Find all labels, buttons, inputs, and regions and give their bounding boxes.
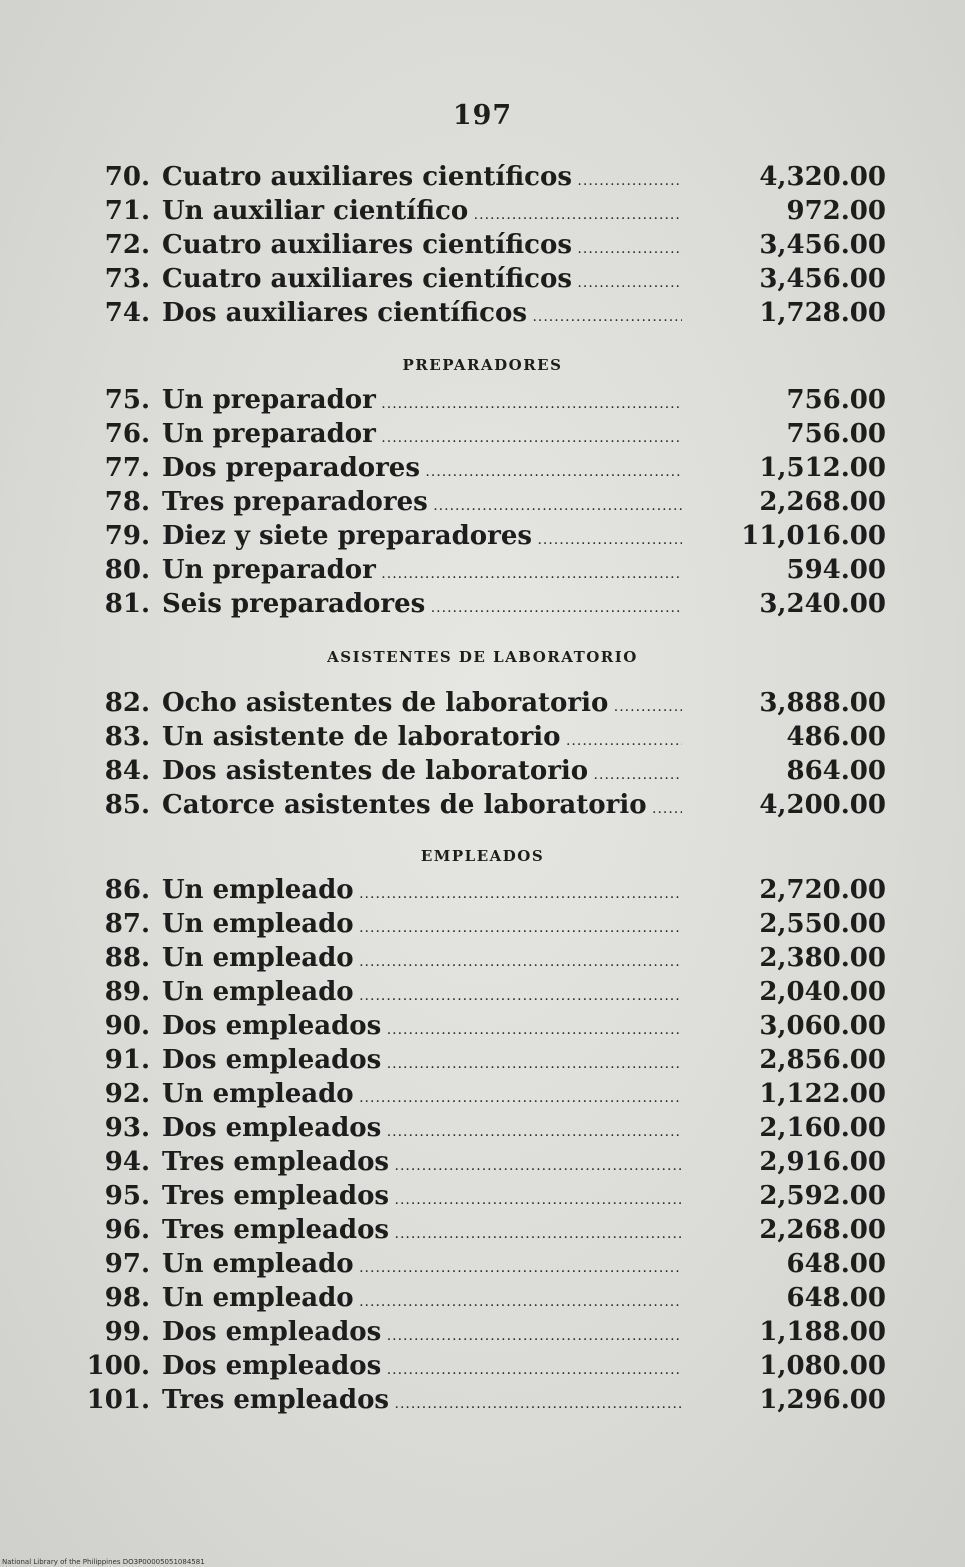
item-number: 73. [104,264,150,294]
table-row [0,1383,965,1417]
table-row [0,907,965,941]
section-asistentes [0,686,965,822]
section-heading-asistentes: ASISTENTES DE LABORATORIO [327,648,638,666]
table-row [0,228,965,262]
item-amount: 11,016.00 [741,521,886,551]
item-amount: 1,188.00 [759,1317,886,1347]
item-number: 95. [104,1181,150,1211]
table-row [0,1077,965,1111]
item-number: 75. [104,385,150,415]
item-description: Dos empleados ..... [162,1111,682,1149]
item-amount: 2,720.00 [759,875,886,905]
item-description: Un empleado ..... [162,1281,682,1319]
item-number: 97. [104,1249,150,1279]
item-description: Un empleado ..... [162,1077,682,1115]
item-number: 80. [104,555,150,585]
table-row [0,262,965,296]
item-description: Dos empleados ..... [162,1043,682,1081]
item-description: Dos asistentes de laboratorio ..... [162,754,682,792]
item-amount: 972.00 [786,196,886,226]
item-amount: 1,296.00 [759,1385,886,1415]
item-amount: 2,550.00 [759,909,886,939]
item-number: 85. [104,790,150,820]
item-amount: 3,060.00 [759,1011,886,1041]
table-row [0,1315,965,1349]
item-description: Un empleado ..... [162,975,682,1013]
item-amount: 2,592.00 [759,1181,886,1211]
item-amount: 3,240.00 [759,589,886,619]
section-preparadores [0,383,965,621]
section-heading-empleados: EMPLEADOS [420,847,545,865]
item-amount: 1,728.00 [759,298,886,328]
table-row [0,1009,965,1043]
section-auxiliares [0,160,965,330]
item-number: 77. [104,453,150,483]
table-row [0,451,965,485]
item-description: Tres empleados ..... [162,1383,682,1421]
item-description: Un preparador ..... [162,383,682,421]
item-number: 86. [104,875,150,905]
item-amount: 3,456.00 [759,264,886,294]
item-number: 70. [104,162,150,192]
item-number: 94. [104,1147,150,1177]
item-description: Dos empleados ..... [162,1315,682,1353]
item-number: 96. [104,1215,150,1245]
item-description: Un empleado ..... [162,873,682,911]
item-description: Un empleado ..... [162,941,682,979]
item-description: Dos auxiliares científicos ..... [162,296,682,334]
item-number: 82. [104,688,150,718]
item-description: Cuatro auxiliares científicos ..... [162,228,682,266]
item-number: 74. [104,298,150,328]
item-number: 78. [104,487,150,517]
item-amount: 486.00 [786,722,886,752]
item-amount: 4,320.00 [759,162,886,192]
item-description: Cuatro auxiliares científicos ..... [162,160,682,198]
item-description: Un empleado ..... [162,907,682,945]
table-row [0,686,965,720]
item-amount: 2,856.00 [759,1045,886,1075]
item-amount: 2,916.00 [759,1147,886,1177]
item-amount: 756.00 [786,419,886,449]
table-row [0,1213,965,1247]
item-description: Dos empleados ..... [162,1349,682,1387]
table-row [0,720,965,754]
item-amount: 864.00 [786,756,886,786]
item-amount: 2,160.00 [759,1113,886,1143]
table-row [0,1281,965,1315]
item-description: Un preparador ..... [162,417,682,455]
table-row [0,160,965,194]
table-row [0,417,965,451]
item-amount: 2,040.00 [759,977,886,1007]
item-number: 71. [104,196,150,226]
table-row [0,788,965,822]
item-number: 100. [86,1351,150,1381]
item-description: Un empleado ..... [162,1247,682,1285]
item-amount: 1,512.00 [759,453,886,483]
item-description: Un preparador ..... [162,553,682,591]
item-description: Un asistente de laboratorio ..... [162,720,682,758]
item-number: 81. [104,589,150,619]
item-description: Cuatro auxiliares científicos ..... [162,262,682,300]
table-row [0,1111,965,1145]
item-number: 99. [104,1317,150,1347]
item-amount: 1,080.00 [759,1351,886,1381]
table-row [0,553,965,587]
table-row [0,975,965,1009]
item-number: 88. [104,943,150,973]
table-row [0,587,965,621]
table-row [0,1247,965,1281]
item-description: Dos preparadores ..... [162,451,682,489]
item-amount: 1,122.00 [759,1079,886,1109]
item-number: 98. [104,1283,150,1313]
item-number: 84. [104,756,150,786]
item-number: 90. [104,1011,150,1041]
item-description: Un auxiliar científico ..... [162,194,682,232]
table-row [0,1179,965,1213]
page-number: 197 [452,100,513,131]
item-amount: 594.00 [786,555,886,585]
item-description: Tres empleados ..... [162,1179,682,1217]
item-description: Catorce asistentes de laboratorio ..... [162,788,682,826]
item-description: Tres empleados ..... [162,1145,682,1183]
item-number: 101. [86,1385,150,1415]
table-row [0,296,965,330]
item-description: Dos empleados ..... [162,1009,682,1047]
item-number: 91. [104,1045,150,1075]
table-row [0,1349,965,1383]
item-amount: 2,380.00 [759,943,886,973]
table-row [0,1145,965,1179]
item-amount: 648.00 [786,1249,886,1279]
item-amount: 648.00 [786,1283,886,1313]
table-row [0,485,965,519]
table-row [0,754,965,788]
item-number: 83. [104,722,150,752]
item-description: Tres preparadores ..... [162,485,682,523]
item-number: 93. [104,1113,150,1143]
item-amount: 3,456.00 [759,230,886,260]
item-amount: 3,888.00 [759,688,886,718]
section-heading-preparadores: PREPARADORES [402,356,563,374]
item-description: Seis preparadores ..... [162,587,682,625]
section-empleados [0,873,965,1417]
table-row [0,519,965,553]
item-amount: 4,200.00 [759,790,886,820]
item-number: 92. [104,1079,150,1109]
item-amount: 2,268.00 [759,1215,886,1245]
item-amount: 2,268.00 [759,487,886,517]
item-description: Tres empleados ..... [162,1213,682,1251]
table-row [0,194,965,228]
item-number: 72. [104,230,150,260]
item-number: 76. [104,419,150,449]
item-description: Diez y siete preparadores ..... [162,519,682,557]
table-row [0,1043,965,1077]
library-footer: National Library of the Philippines DO3P00005051084581 [2,1558,205,1566]
item-number: 79. [104,521,150,551]
table-row [0,941,965,975]
table-row [0,383,965,417]
item-number: 89. [104,977,150,1007]
item-description: Ocho asistentes de laboratorio ..... [162,686,682,724]
item-number: 87. [104,909,150,939]
item-amount: 756.00 [786,385,886,415]
table-row [0,873,965,907]
